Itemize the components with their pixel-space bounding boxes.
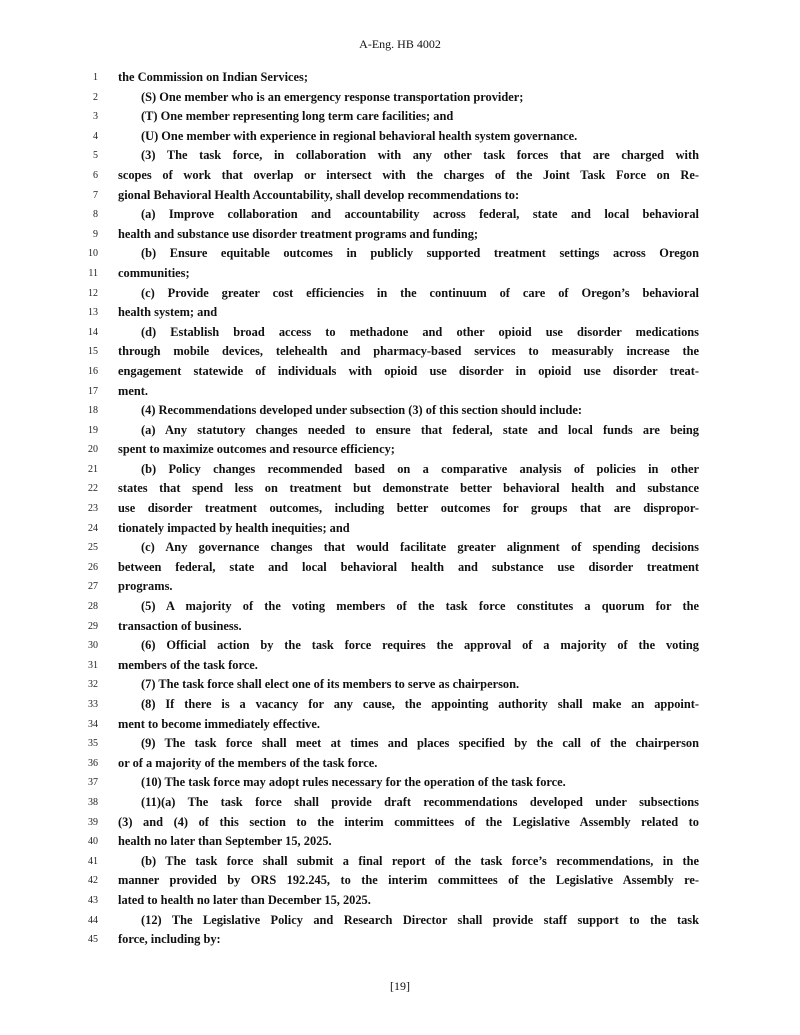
line-text: or of a majority of the members of the task force. xyxy=(118,755,378,770)
line-text: ment. xyxy=(118,383,148,398)
line-number: 29 xyxy=(88,620,98,632)
line-text: health no later than September 15, 2025. xyxy=(118,834,332,849)
line-number: 24 xyxy=(88,522,98,534)
line-number: 20 xyxy=(88,444,98,456)
line-text: through mobile devices, telehealth and pharmacy-based services to measurably increase the xyxy=(118,344,699,359)
line-number: 22 xyxy=(88,483,98,495)
bill-line xyxy=(0,166,800,186)
line-number: 19 xyxy=(88,424,98,436)
line-number: 32 xyxy=(88,679,98,691)
bill-line xyxy=(0,617,800,637)
line-number: 1 xyxy=(93,72,98,83)
line-number: 25 xyxy=(88,542,98,554)
line-text: lated to health no later than December 15, 2025. xyxy=(118,892,371,907)
line-number: 8 xyxy=(93,209,98,221)
line-number: 38 xyxy=(88,796,98,808)
bill-line xyxy=(0,597,800,617)
bill-line xyxy=(0,715,800,735)
line-text: tionately impacted by health inequities; and xyxy=(118,520,350,535)
bill-line xyxy=(0,284,800,304)
line-text: (9) The task force shall meet at times and places specified by the call of the chairperson xyxy=(141,736,699,751)
line-text: force, including by: xyxy=(118,932,221,947)
page-header: A-Eng. HB 4002 xyxy=(359,37,441,51)
line-text: health system; and xyxy=(118,305,218,320)
line-text: health and substance use disorder treatment programs and funding; xyxy=(118,226,479,241)
bill-line xyxy=(0,244,800,264)
bill-line xyxy=(0,323,800,343)
bill-line xyxy=(0,813,800,833)
bill-line xyxy=(0,773,800,793)
page-number: [19] xyxy=(390,979,410,993)
line-text: (3) and (4) of this section to the interim committees of the Legislative Assembly related to xyxy=(118,814,699,829)
line-number: 44 xyxy=(88,914,98,926)
bill-line xyxy=(0,636,800,656)
bill-line xyxy=(0,695,800,715)
line-number: 6 xyxy=(93,169,98,181)
line-text: (c) Any governance changes that would facilitate greater alignment of spending decisions xyxy=(141,540,699,555)
line-number: 3 xyxy=(93,111,98,123)
line-text: scopes of work that overlap or intersect with the charges of the Joint Task Force on Re- xyxy=(118,167,699,182)
line-text: manner provided by ORS 192.245, to the interim committees of the Legislative Assembly re- xyxy=(118,873,699,888)
line-text: (3) The task force, in collaboration with any other task forces that are charged with xyxy=(141,148,699,163)
line-text: (d) Establish broad access to methadone and other opioid use disorder medications xyxy=(141,324,699,339)
line-text: (5) A majority of the voting members of the task force constitutes a quorum for the xyxy=(141,599,699,614)
bill-line xyxy=(0,303,800,323)
line-number: 43 xyxy=(88,894,98,906)
bill-line xyxy=(0,382,800,402)
bill-line xyxy=(0,930,800,950)
line-text: (7) The task force shall elect one of its members to serve as chairperson. xyxy=(141,677,520,692)
line-number: 33 xyxy=(88,699,98,710)
line-number: 30 xyxy=(88,640,98,652)
line-text: gional Behavioral Health Accountability, shall develop recommendations to: xyxy=(118,187,520,202)
line-number: 18 xyxy=(88,405,98,417)
line-text: (4) Recommendations developed under subsection (3) of this section should include: xyxy=(141,403,583,418)
bill-line xyxy=(0,675,800,695)
line-number: 12 xyxy=(88,287,98,299)
line-number: 21 xyxy=(88,463,98,475)
bill-line xyxy=(0,479,800,499)
line-number: 37 xyxy=(88,777,98,789)
line-number: 9 xyxy=(93,228,98,240)
bill-line xyxy=(0,871,800,891)
line-text: (b) The task force shall submit a final report of the task force’s recommendations, in the xyxy=(141,853,699,868)
line-number: 36 xyxy=(88,757,98,769)
bill-line xyxy=(0,891,800,911)
line-text: states that spend less on treatment but demonstrate better behavioral health and substance xyxy=(118,481,699,496)
line-text: (a) Improve collaboration and accountability across federal, state and local behavioral xyxy=(141,207,699,222)
line-number: 10 xyxy=(88,248,98,260)
line-number: 14 xyxy=(88,326,98,338)
line-text: (8) If there is a vacancy for any cause, the appointing authority shall make an appoint- xyxy=(141,697,699,711)
line-number: 11 xyxy=(88,267,98,279)
line-text: members of the task force. xyxy=(118,657,258,672)
bill-line xyxy=(0,88,800,108)
bill-line xyxy=(0,656,800,676)
line-number: 2 xyxy=(93,91,98,103)
bill-line xyxy=(0,107,800,127)
line-text: (6) Official action by the task force requires the approval of a majority of the voting xyxy=(141,638,699,653)
line-number: 15 xyxy=(88,346,98,358)
bill-line xyxy=(0,538,800,558)
line-text: use disorder treatment outcomes, including better outcomes for groups that are dispropor- xyxy=(118,501,699,516)
line-number: 45 xyxy=(88,934,98,946)
line-number: 34 xyxy=(88,718,98,730)
bill-line xyxy=(0,519,800,539)
line-text: communities; xyxy=(118,265,190,280)
bill-line xyxy=(0,460,800,480)
bill-line xyxy=(0,186,800,206)
bill-line xyxy=(0,911,800,931)
bill-line xyxy=(0,205,800,225)
line-number: 26 xyxy=(88,561,98,573)
line-text: between federal, state and local behavioral health and substance use disorder treatment xyxy=(118,559,699,574)
line-number: 31 xyxy=(88,659,98,671)
line-text: (U) One member with experience in regional behavioral health system governance. xyxy=(141,128,578,143)
bill-line xyxy=(0,342,800,362)
bill-line xyxy=(0,832,800,852)
line-text: (b) Policy changes recommended based on a comparative analysis of policies in other xyxy=(141,461,699,476)
line-number: 7 xyxy=(93,189,98,201)
line-text: spent to maximize outcomes and resource efficiency; xyxy=(118,442,395,457)
line-number: 5 xyxy=(93,150,98,162)
bill-line xyxy=(0,440,800,460)
bill-line xyxy=(0,362,800,382)
bill-line xyxy=(0,734,800,754)
bill-line xyxy=(0,264,800,284)
line-text: (11)(a) The task force shall provide draft recommendations developed under subsections xyxy=(141,794,699,809)
line-number: 40 xyxy=(88,836,98,848)
bill-text-body xyxy=(0,68,800,950)
line-number: 23 xyxy=(88,503,98,515)
line-number: 17 xyxy=(88,385,98,397)
line-text: (12) The Legislative Policy and Research Director shall provide staff support to the task xyxy=(141,912,699,927)
line-text: (b) Ensure equitable outcomes in publicly supported treatment settings across Oregon xyxy=(141,246,699,261)
bill-line xyxy=(0,499,800,519)
line-text: engagement statewide of individuals with opioid use disorder in opioid use disorder treat- xyxy=(118,363,699,378)
bill-line xyxy=(0,793,800,813)
bill-line xyxy=(0,146,800,166)
line-number: 16 xyxy=(88,365,98,377)
line-number: 13 xyxy=(88,307,98,319)
line-number: 41 xyxy=(88,855,98,867)
line-text: ment to become immediately effective. xyxy=(118,716,320,731)
bill-line xyxy=(0,558,800,578)
line-text: (c) Provide greater cost efficiencies in the continuum of care of Oregon’s behavioral xyxy=(141,285,699,300)
line-number: 39 xyxy=(88,816,98,828)
line-number: 35 xyxy=(88,738,98,750)
bill-line xyxy=(0,754,800,774)
line-text: (a) Any statutory changes needed to ensure that federal, state and local funds are being xyxy=(141,422,699,437)
bill-line xyxy=(0,225,800,245)
line-text: the Commission on Indian Services; xyxy=(118,70,309,84)
line-text: (10) The task force may adopt rules necessary for the operation of the task force. xyxy=(141,775,566,790)
line-text: (S) One member who is an emergency response transportation provider; xyxy=(141,89,524,104)
bill-line xyxy=(0,401,800,421)
bill-line xyxy=(0,577,800,597)
line-text: programs. xyxy=(118,579,173,594)
line-number: 27 xyxy=(88,581,98,593)
line-text: transaction of business. xyxy=(118,618,242,633)
bill-line xyxy=(0,127,800,147)
line-number: 4 xyxy=(93,130,98,142)
bill-line xyxy=(0,68,800,88)
bill-line xyxy=(0,852,800,872)
line-number: 28 xyxy=(88,601,98,613)
line-number: 42 xyxy=(88,875,98,887)
bill-line xyxy=(0,421,800,441)
line-text: (T) One member representing long term care facilities; and xyxy=(141,109,454,124)
